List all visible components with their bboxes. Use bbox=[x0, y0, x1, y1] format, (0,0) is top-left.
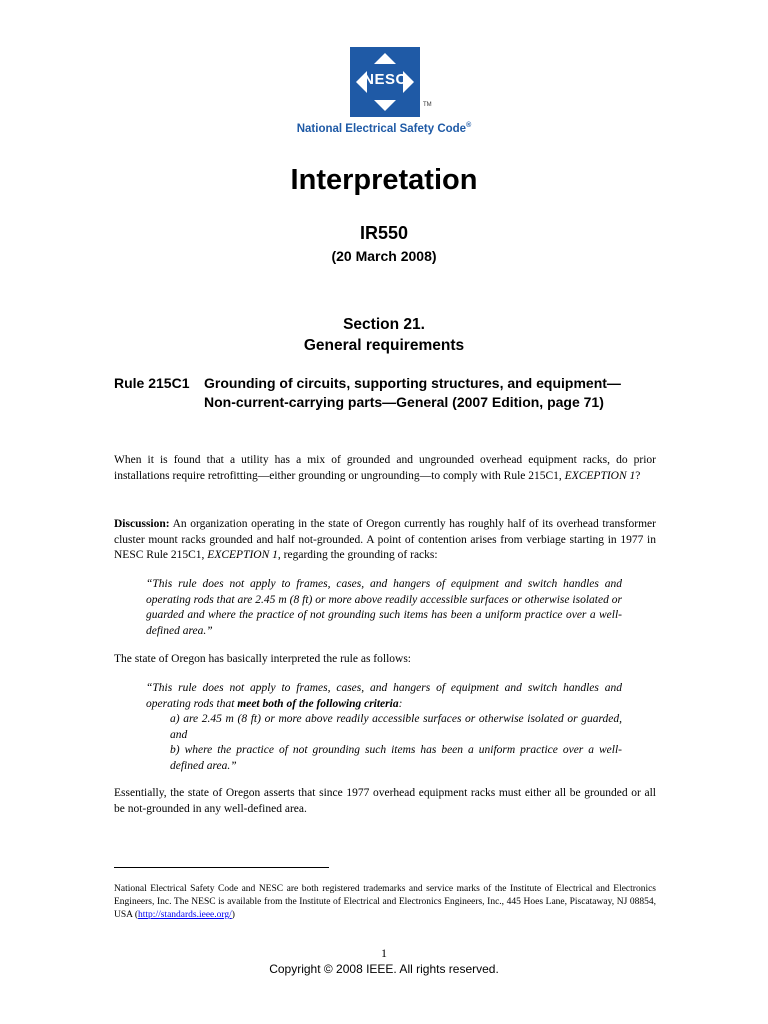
interpretation-date: (20 March 2008) bbox=[331, 248, 437, 264]
logo-name bbox=[284, 122, 484, 135]
rule-heading bbox=[114, 374, 674, 412]
logo-abbrev: NESC bbox=[363, 71, 407, 88]
section-title: General requirements bbox=[303, 337, 465, 354]
oregon-quote-colon: : bbox=[398, 697, 403, 710]
oregon-quote-item-a: a) are 2.45 m (8 ft) or more above readily accessible surfaces or otherwise isolated or guarded, and bbox=[170, 713, 622, 741]
section-number: Section 21. bbox=[343, 316, 425, 333]
footnote bbox=[114, 883, 656, 922]
footnote-end: ) bbox=[231, 910, 235, 920]
ir-number: IR550 bbox=[359, 223, 409, 243]
question-end: ? bbox=[635, 469, 641, 482]
oregon-quote-pre: “This rule does not apply to frames, cases, and hangers of equipment and switch handles and operating rods that bbox=[146, 682, 622, 710]
section-heading bbox=[0, 314, 768, 356]
rule-title-line2: Non-current-carrying parts—General (2007 Edition, page 71) bbox=[204, 394, 604, 410]
discussion-end: , regarding the grounding of racks: bbox=[277, 549, 438, 561]
question-text: When it is found that a utility has a mix of grounded and ungrounded overhead equipment racks, do prior installations require retrofitting—either grounding or ungrounding—to comply with Rule 215C1, bbox=[114, 454, 656, 482]
oregon-paragraph: The state of Oregon has basically interpreted the rule as follows: bbox=[114, 653, 411, 665]
logo-name-text: National Electrical Safety Code bbox=[296, 122, 467, 135]
question-paragraph bbox=[114, 453, 656, 484]
document-title: Interpretation bbox=[290, 164, 478, 196]
page-number: 1 bbox=[381, 946, 387, 960]
question-exception: EXCEPTION 1 bbox=[564, 469, 636, 482]
oregon-quote bbox=[146, 681, 622, 774]
oregon-quote-item-b: b) where the practice of not grounding such items has been a uniform practice over a well-defined area.” bbox=[170, 744, 622, 772]
footnote-divider bbox=[114, 867, 329, 868]
oregon-quote-intro bbox=[146, 681, 622, 712]
footnote-text: National Electrical Safety Code and NESC are both registered trademarks and service marks of the Institute of Electrical and Electronics Engineers, Inc. The NESC is available from the Institute of Electrical and Electronics Engineers, Inc., 445 Hoes Lane, Piscataway, NJ 08854, USA ( bbox=[114, 884, 656, 920]
oregon-quote-criteria: meet both of the following criteria bbox=[237, 697, 399, 710]
discussion-text: An organization operating in the state of Oregon currently has roughly half of its overhead transformer cluster mount racks grounded and half not-grounded. A point of contention arises from verbiage starting in 1977 in NESC Rule 215C1, bbox=[114, 518, 656, 561]
copyright-notice: Copyright © 2008 IEEE. All rights reserved. bbox=[269, 962, 499, 976]
rule-quote: “This rule does not apply to frames, cases, and hangers of equipment and switch handles and operating rods that are 2.45 m (8 ft) or more above readily accessible surfaces or otherwise isolated or guarded and where the practice of not grounding such items has been a uniform practice over a well-defined area.” bbox=[146, 578, 622, 637]
discussion-label: Discussion: bbox=[114, 518, 170, 530]
rule-title-line1: Grounding of circuits, supporting structures, and equipment— bbox=[204, 375, 621, 391]
rule-number: Rule 215C1 bbox=[114, 375, 190, 391]
ieee-standards-link[interactable]: http://standards.ieee.org/ bbox=[138, 910, 232, 920]
logo-trademark: TM bbox=[423, 102, 432, 108]
nesc-logo bbox=[284, 44, 484, 144]
discussion-paragraph bbox=[114, 517, 656, 564]
logo-registered-mark: ® bbox=[466, 122, 472, 129]
discussion-exception: EXCEPTION 1 bbox=[207, 549, 278, 561]
essentially-paragraph: Essentially, the state of Oregon asserts that since 1977 overhead equipment racks must either all be grounded or all be not-grounded in any well-defined area. bbox=[114, 787, 656, 815]
